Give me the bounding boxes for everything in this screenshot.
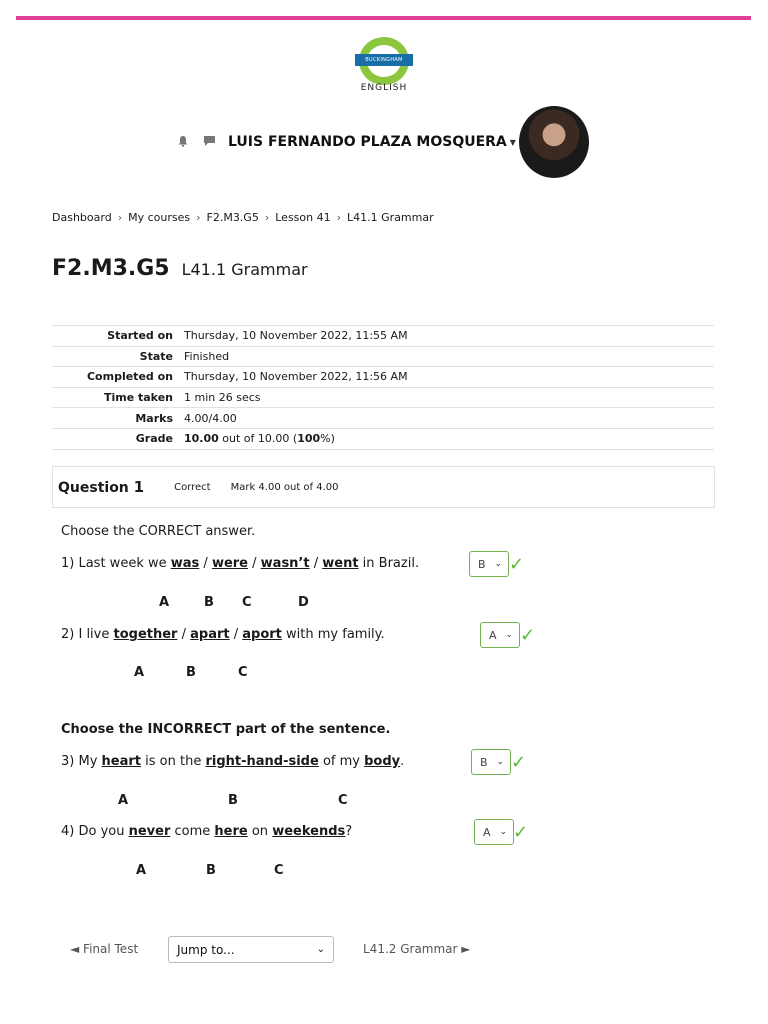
summary-label: Grade — [135, 432, 173, 446]
breadcrumb-my-courses[interactable]: My courses — [128, 211, 191, 224]
site-logo[interactable] — [355, 37, 413, 97]
chevron-down-icon: ⌄ — [496, 757, 504, 767]
summary-value: 4.00/4.00 — [184, 411, 237, 425]
summary-row — [52, 367, 714, 388]
answer-select-3[interactable]: B ⌄ — [471, 749, 511, 775]
summary-label: Time taken — [103, 391, 173, 405]
attempt-summary-table — [52, 325, 714, 450]
answer-select-2[interactable]: A ⌄ — [480, 622, 520, 648]
correct-check-icon: ✓ — [520, 625, 536, 646]
logo-text: ENGLISH — [360, 83, 408, 93]
question-info-box — [52, 466, 715, 508]
chevron-down-icon: ⌄ — [494, 559, 502, 569]
top-accent-bar — [16, 16, 751, 20]
summary-row — [52, 428, 714, 449]
question-item-2: 2) I live together / apart / aport with my family. — [61, 627, 385, 642]
summary-row — [52, 408, 714, 429]
chevron-down-icon: ⌄ — [505, 630, 513, 640]
chat-icon[interactable] — [202, 135, 216, 149]
user-name[interactable]: LUIS FERNANDO PLAZA MOSQUERA — [228, 134, 507, 150]
question-mark: Mark 4.00 out of 4.00 — [230, 481, 339, 493]
jump-to-select[interactable]: Jump to... ⌄ — [168, 936, 334, 963]
summary-label: Marks — [135, 411, 173, 425]
summary-label: Completed on — [86, 370, 173, 384]
chevron-down-icon: ⌄ — [499, 827, 507, 837]
breadcrumb-lesson[interactable]: Lesson 41 — [275, 211, 331, 224]
prev-activity-link[interactable]: ◄ Final Test — [70, 942, 139, 956]
chevron-right-icon: › — [196, 211, 201, 224]
breadcrumb-current[interactable]: L41.1 Grammar — [347, 211, 434, 224]
question-item-1: 1) Last week we was / were / wasn’t / went in Brazil. — [61, 556, 420, 571]
instruction-correct: Choose the CORRECT answer. — [61, 524, 256, 539]
chevron-down-icon[interactable]: ▼ — [509, 137, 516, 147]
summary-value: Finished — [184, 349, 230, 363]
question-item-4: 4) Do you never come here on weekends? — [61, 824, 353, 839]
summary-grade: 10.00 out of 10.00 (100%) — [184, 432, 335, 446]
summary-row — [52, 326, 714, 347]
chevron-right-icon: › — [264, 211, 270, 224]
bell-icon[interactable] — [176, 135, 190, 149]
summary-label: Started on — [107, 329, 173, 343]
course-title: F2.M3.G5 — [52, 256, 170, 281]
correct-check-icon: ✓ — [511, 752, 527, 773]
answer-select-1[interactable]: B ⌄ — [469, 551, 509, 577]
summary-value: 1 min 26 secs — [184, 391, 261, 405]
activity-title: L41.1 Grammar — [181, 260, 308, 279]
avatar[interactable] — [519, 106, 589, 178]
breadcrumb — [52, 211, 434, 224]
summary-value: Thursday, 10 November 2022, 11:55 AM — [184, 329, 408, 343]
summary-row — [52, 387, 714, 408]
answer-select-4[interactable]: A ⌄ — [474, 819, 514, 845]
correct-check-icon: ✓ — [509, 554, 525, 575]
breadcrumb-dashboard[interactable]: Dashboard — [52, 211, 112, 224]
page-title — [52, 256, 308, 281]
next-activity-link[interactable]: L41.2 Grammar ► — [363, 942, 471, 956]
instruction-incorrect: Choose the INCORRECT part of the sentence. — [61, 722, 391, 737]
breadcrumb-course[interactable]: F2.M3.G5 — [206, 211, 259, 224]
chevron-right-icon: › — [336, 211, 342, 224]
summary-value: Thursday, 10 November 2022, 11:56 AM — [184, 370, 408, 384]
chevron-right-icon: › — [117, 211, 123, 224]
logo-band-text: BUCKINGHAM — [355, 54, 413, 66]
question-state: Correct — [174, 481, 211, 493]
question-label: Question 1 — [58, 478, 145, 496]
correct-check-icon: ✓ — [513, 822, 529, 843]
user-menu-bar — [176, 128, 516, 156]
summary-row — [52, 346, 714, 367]
chevron-down-icon: ⌄ — [316, 944, 325, 955]
question-item-3: 3) My heart is on the right-hand-side of my body. — [61, 754, 405, 769]
summary-label: State — [139, 349, 173, 363]
